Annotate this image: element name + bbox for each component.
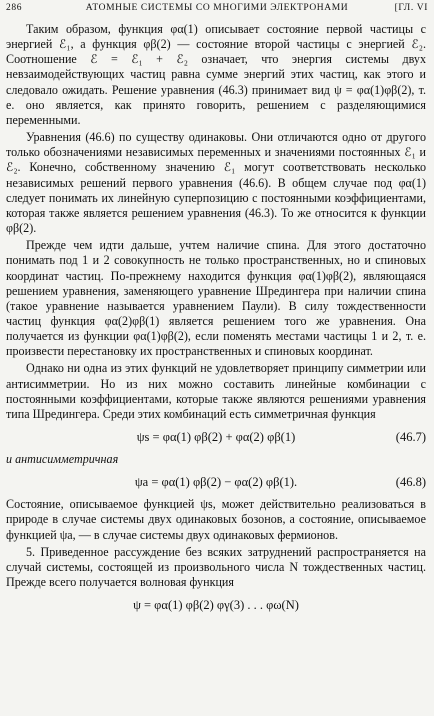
text-body bbox=[6, 22, 426, 620]
equation-formula: ψ = φα(1) φβ(2) φγ(3) . . . φω(N) bbox=[133, 598, 299, 613]
chapter-label: [ГЛ. VI bbox=[394, 3, 428, 13]
equation-number: (46.7) bbox=[395, 430, 426, 445]
paragraph-1: Таким образом, функция φα(1) описывает состояние первой частицы с энергией ℰ₁, а функция φβ(2) — состояние второй частицы с энергией ℰ₂. Соотношение ℰ = ℰ₁ + ℰ₂ означает, что энергия системы двух невзаимодействующих частиц равна сумме энергий этих частиц, как этого и следовало ожидать. Решение уравнения (46.3) принимает вид ψ = φα(1)φβ(2), т. е. оно является, как принято говорить, решением с разделяющимися переменными. bbox=[6, 22, 426, 127]
page-number: 286 bbox=[6, 3, 23, 13]
paragraph-5: Состояние, описываемое функцией ψs, может действительно реализоваться в природе в случае системы двух одинаковых бозонов, а состояние, описываемое функцией ψa, — в случае системы двух одинаковых фермионов. bbox=[6, 497, 426, 542]
connector-text: и антисимметричная bbox=[6, 452, 119, 467]
paragraph-3: Прежде чем идти дальше, учтем наличие спина. Для этого достаточно понимать под 1 и 2 совокупность не только пространственных, но и спиновых координат частиц. По-прежнему находится функция φα(1)φβ(2), являющаяся решением уравнения, заменяющего уравнение Шредингера при наличии спина (такое уравнение называется уравнением Паули). В силу тождественности частиц функция φα(2)φβ(1) является решением того же уравнения. Она получается из функции φα(1)φβ(2), если поменять местами частицы 1 и 2, т. е. произвести перестановку их пространственных и спиновых координат. bbox=[6, 238, 426, 359]
equation-46-7 bbox=[6, 426, 426, 448]
paragraph-2: Уравнения (46.6) по существу одинаковы. Они отличаются одно от другого только обозначениями независимых переменных и значениями постоянных ℰ₁ и ℰ₂. Конечно, собственному значению ℰ₁ могут соответствовать несколько независимых решений первого уравнения (46.6). В общем случае под φα(1) следует понимать их линейную суперпозицию с постоянными коэффициентами, которая также является решением уравнения (46.3). То же относится к функции φβ(2). bbox=[6, 130, 426, 236]
running-header bbox=[6, 3, 428, 17]
running-title: АТОМНЫЕ СИСТЕМЫ СО МНОГИМИ ЭЛЕКТРОНАМИ bbox=[85, 3, 349, 13]
equation-formula: ψa = φα(1) φβ(2) − φα(2) φβ(1). bbox=[134, 475, 298, 490]
equation-number: (46.8) bbox=[395, 475, 426, 490]
paragraph-6: 5. Приведенное рассуждение без всяких затруднений распространяется на случай системы, состоящей из произвольного числа N тождественных частиц. Прежде всего получается волновая функция bbox=[6, 544, 426, 589]
equation-wavefunction bbox=[6, 594, 426, 616]
equation-46-8 bbox=[6, 471, 426, 493]
paragraph-4: Однако ни одна из этих функций не удовлетворяет принципу симметрии или антисимметрии. Но из них можно составить линейные комбинации с постоянными коэффициентами, которые также являются решениями уравнения типа Шредингера. Среди этих комбинаций есть симметричная функция bbox=[6, 361, 426, 421]
equation-formula: ψs = φα(1) φβ(2) + φα(2) φβ(1) bbox=[136, 430, 296, 445]
